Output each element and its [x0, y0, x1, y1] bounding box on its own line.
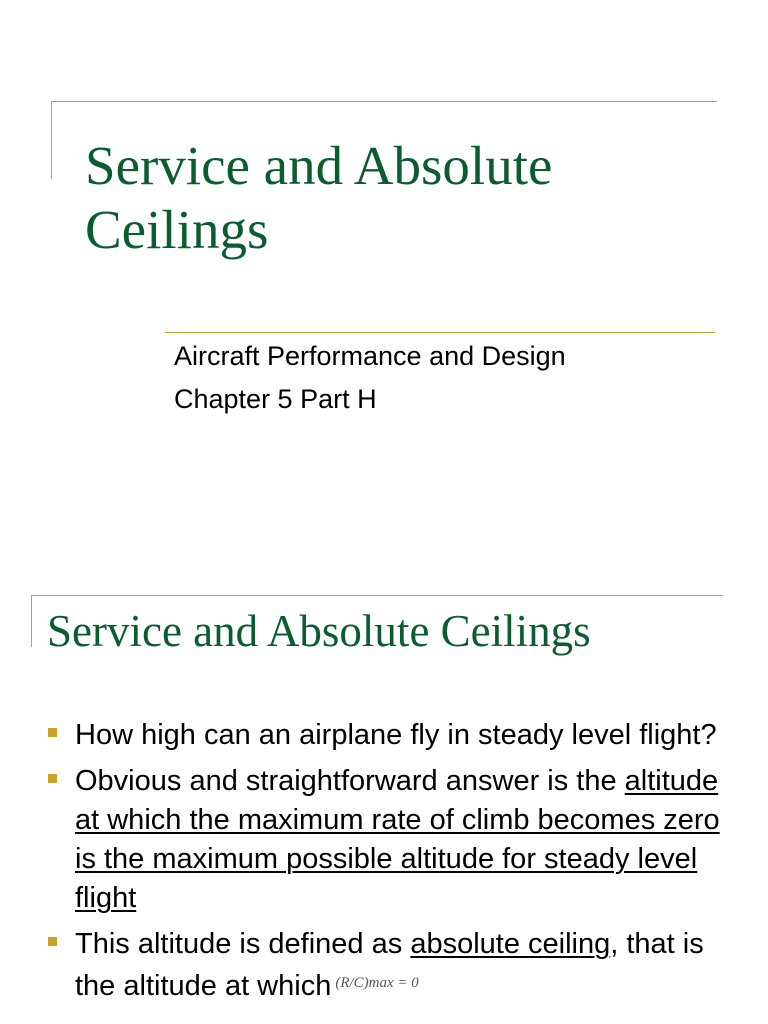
bullet-item — [44, 762, 734, 918]
underlined-definition: altitude at which the maximum rate of climb becomes zero is the maximum possible altitude for steady level flight — [75, 765, 720, 914]
content-title: Service and Absolute Ceilings — [47, 606, 591, 656]
subtitle-course: Aircraft Performance and Design — [174, 341, 566, 371]
content-slide — [0, 580, 768, 1024]
bullet-text: How high can an airplane fly in steady level flight? — [75, 719, 717, 751]
bullet-text-continued: , that is the altitude at which — [75, 928, 704, 1002]
rate-of-climb-formula: (R/C)max = 0 — [335, 975, 419, 991]
content-left-rule — [31, 595, 32, 647]
bullet-text: Obvious and straightforward answer is the — [75, 765, 625, 797]
bullet-item — [44, 716, 734, 755]
bullet-text: This altitude is defined as — [75, 928, 411, 960]
square-bullet-icon — [48, 728, 57, 737]
title-left-rule — [51, 101, 52, 179]
subtitle-chapter: Chapter 5 Part H — [174, 384, 377, 414]
underlined-term: absolute ceiling — [410, 928, 611, 960]
bullet-item — [44, 925, 734, 1006]
bullet-list — [44, 716, 734, 1013]
subtitle-rule — [165, 332, 715, 333]
square-bullet-icon — [48, 937, 57, 946]
content-top-rule — [31, 595, 723, 596]
slide-title: Service and Absolute Ceilings — [85, 135, 553, 260]
title-top-rule — [51, 101, 717, 102]
square-bullet-icon — [48, 774, 57, 783]
